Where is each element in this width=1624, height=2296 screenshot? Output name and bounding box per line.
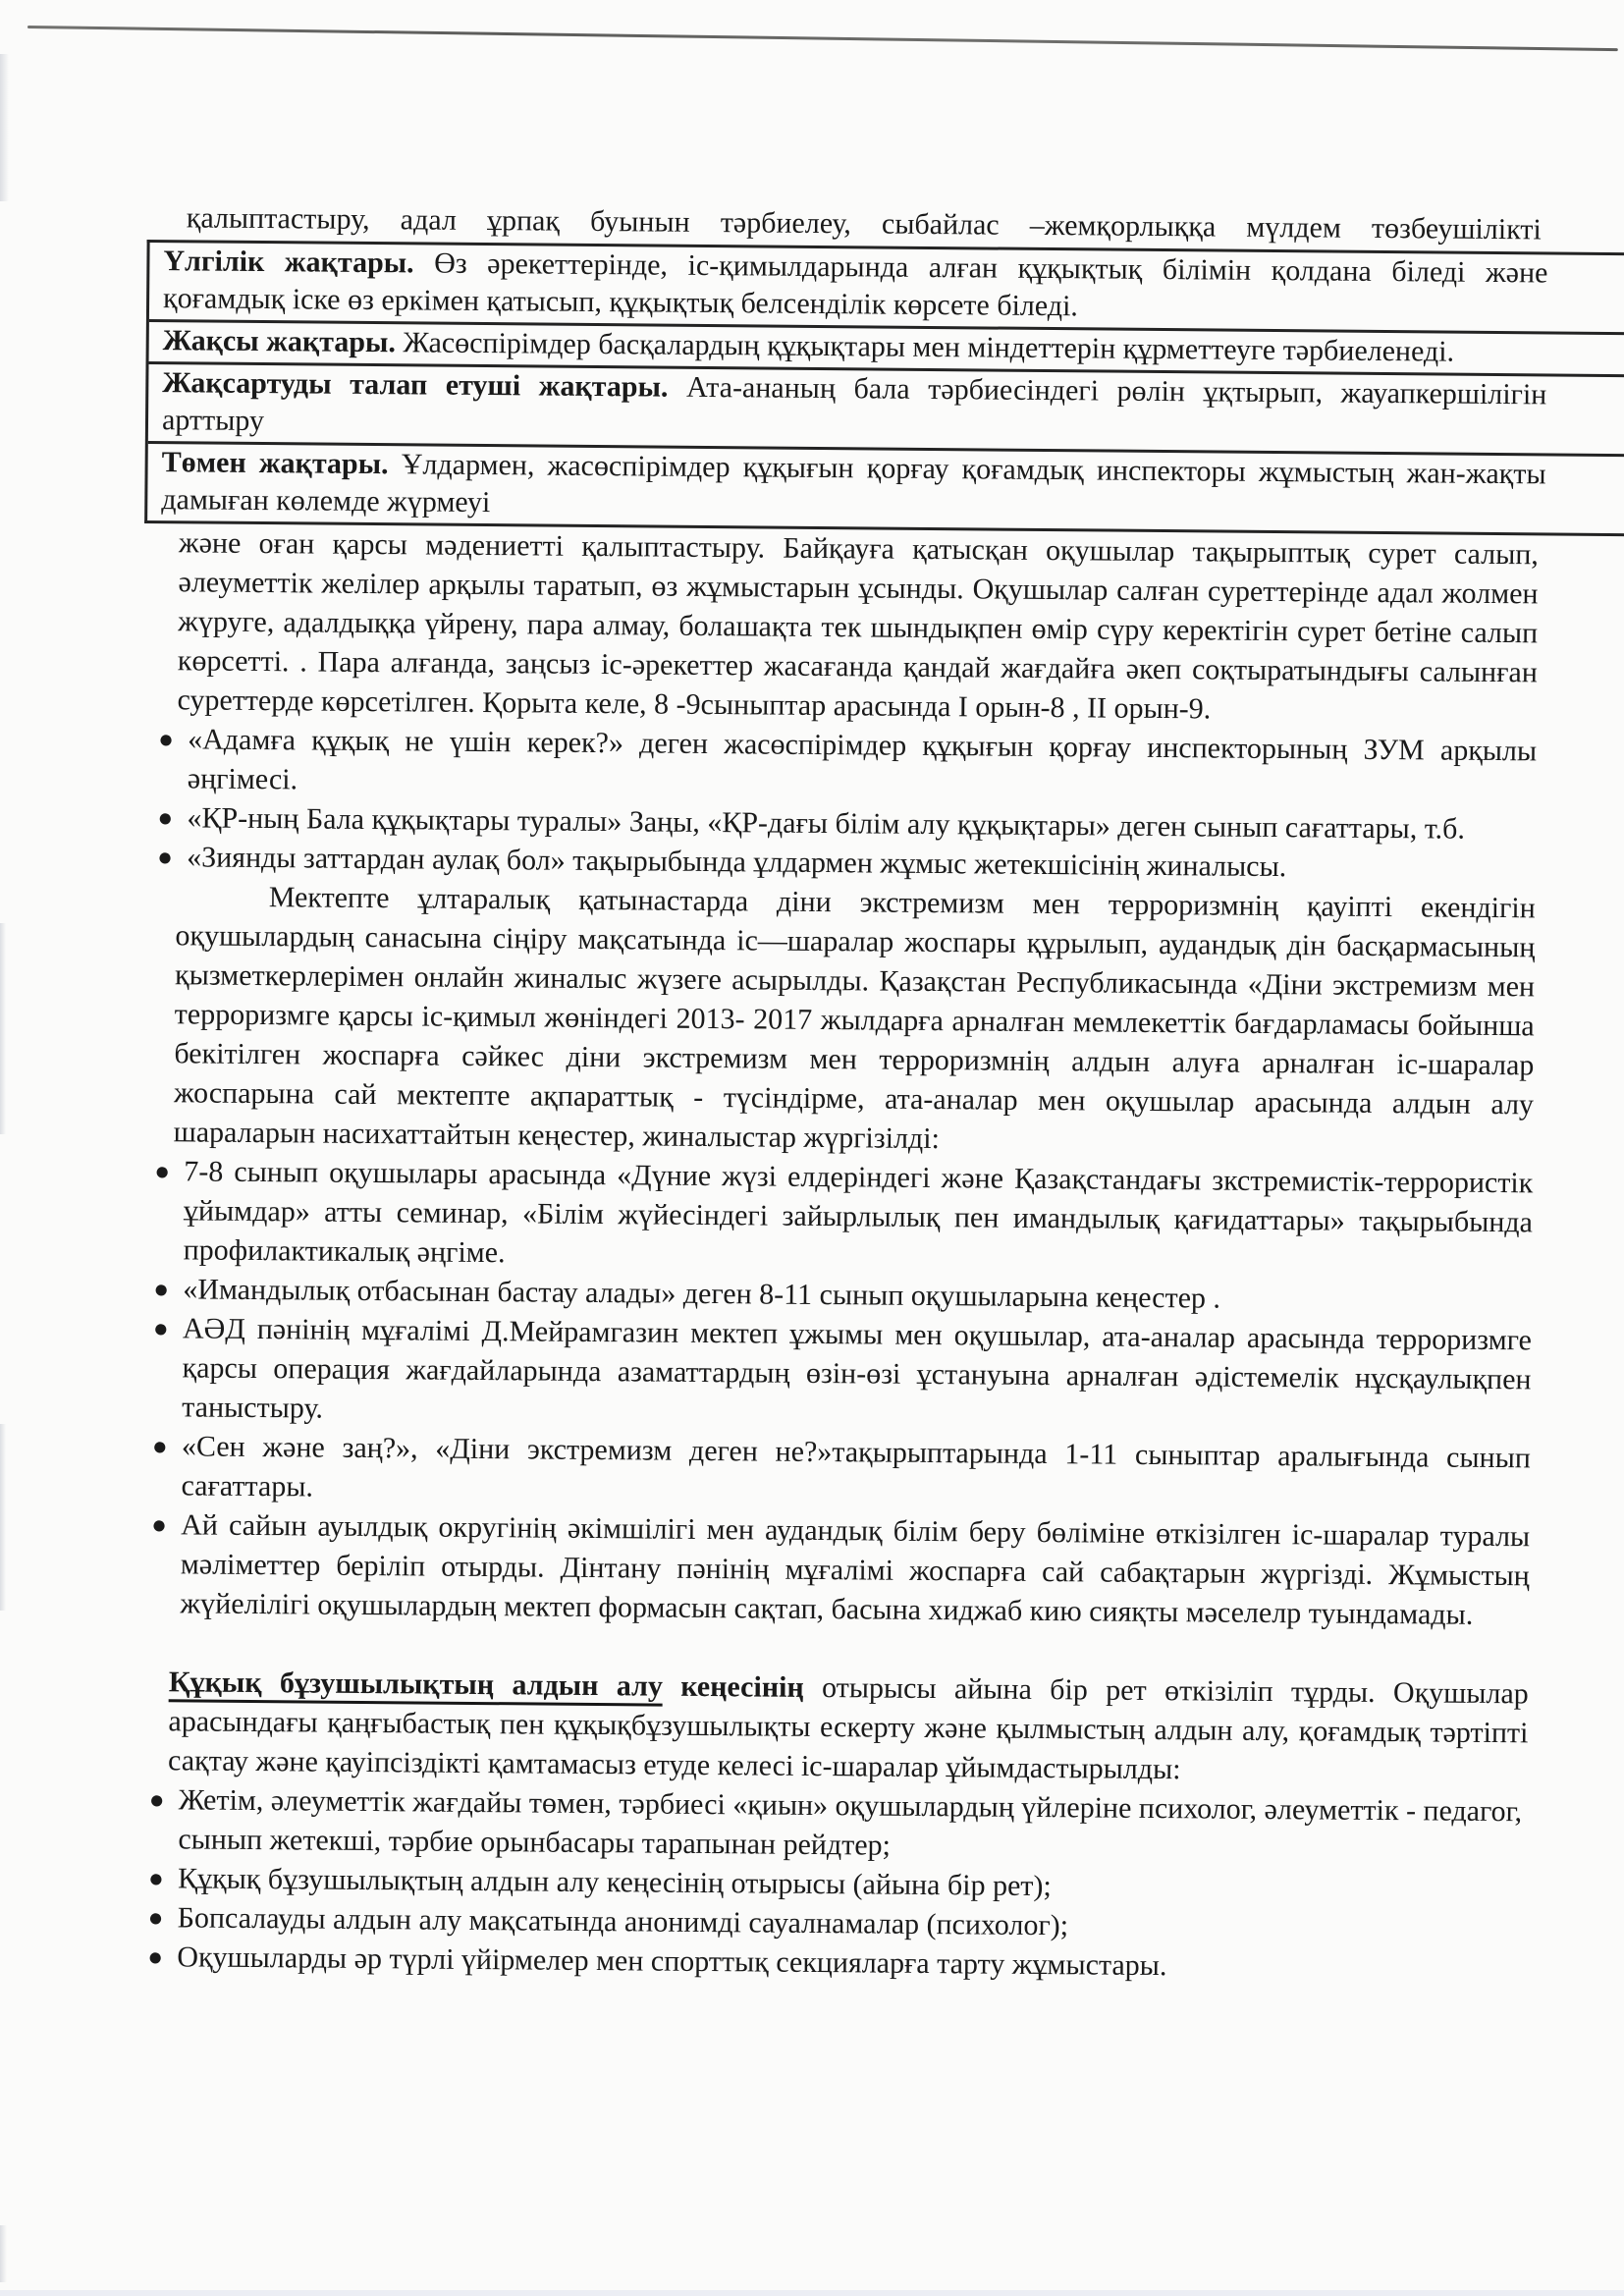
scan-smudge-left-3 — [0, 1424, 6, 1611]
list-item-text: «Адамға құқық не үшін керек?» деген жасөспірімдер құқығын қорғау инспекторының ЗУМ арқылы әңгімесі. — [187, 723, 1538, 796]
table-row-text: Ұлдармен, жасөспірімдер құқығын қорғау қоғамдық инспекторы жұмыстың жан-жақты дамыған көлемде жүрмеуі — [161, 448, 1546, 519]
bullet-icon: ● — [153, 1275, 170, 1304]
list-item — [152, 1309, 1537, 1439]
list-item-text: Оқушыларды әр түрлі үйірмелер мен спорттық секцияларға тарту жұмыстары. — [177, 1941, 1167, 1983]
table-row-text: Жасөспірімдер басқалардың құқықтары мен міндеттерін құрметтеуге тәрбиеленеді. — [395, 326, 1455, 368]
table-row-text: Өз әрекеттерінде, іс-қимылдарында алған құқықтық білімін қолдана біледі және қоғамдық іске өз еркімен қатысып, құқықтық белсенділік көрсете біледі. — [162, 246, 1548, 323]
assessment-table — [144, 240, 1624, 536]
scan-smudge-left-1 — [0, 54, 9, 201]
list-item — [153, 1152, 1538, 1282]
list-item — [150, 1505, 1535, 1635]
table-row-label: Үлгілік жақтары. — [163, 245, 414, 280]
bullet-list-extremism — [135, 1152, 1538, 1635]
list-item-text: «Сен және заң?», «Діни экстремизм деген не?»тақырыптарында 1-11 сыныптар аралығында сынып сағаттары. — [181, 1430, 1532, 1503]
list-item-text: Құқық бұзушылықтың алдын алу кеңесінің отырысы (айына бір рет); — [177, 1862, 1052, 1903]
list-item-text: «Зиянды заттардан аулақ бол» тақырыбында ұлдармен жұмыс жетекшісінің жиналысы. — [187, 841, 1287, 884]
bullet-list-rights — [141, 720, 1542, 889]
list-item-text: Ай сайын ауылдық округінің әкімшілігі мен аудандық білім беру бөліміне өткізілген іс-шаралар туралы мәліметтер беріліп отырды. Дінтану пәнінің мұғалімі жоспарға сай сабақтарын жүргізді. Жұмыстың жүйелілігі оқушылардың мектеп формасын сақтап, басына хиджаб кию сияқты мәселелр туындамады. — [180, 1508, 1531, 1631]
paragraph-contest-results: және оған қарсы мәдениетті қалыптастыру. Байқауға қатысқан оқушылар тақырыптық сурет салып, әлеуметтік желілер арқылы таратып, өз жұмыстарын ұсынды. Оқушылар салған суреттерінде адал жолмен жүруге, адалдыққа үйрену, пара алмау, болашақта тек шындықпен өмір сүру керектігін сурет бетіне салып көрсетті. . Пара алғанда, заңсыз іс-әрекеттер жасағанда қандай жағдайға әкеп соқтыратындығы салынған суреттерде көрсетілген. Қорыта келе, 8 -9сыныптар арасында I орын-8 , II орын-9. — [177, 526, 1540, 726]
scan-artifact-bottom-strip — [0, 2290, 1624, 2296]
heading-rest-text: отырысы айына бір рет өткізіліп тұрды. Оқушылар арасындағы қаңғыбастық пен құқықбұзушылықты ескерту және қылмыстың алдын алу, қоғамдық тәртіпті сақтау және қауіпсіздікті қамтамасыз етуде келесі іс-шаралар ұйымдастырылды: — [167, 1670, 1529, 1786]
table-row — [147, 441, 1624, 533]
table-row-label: Төмен жақтары. — [161, 446, 389, 481]
bullet-icon: ● — [147, 1903, 164, 1933]
list-item — [158, 720, 1543, 810]
list-item-text: АӘД пәнінің мұғалімі Д.Мейрамгазин мектеп ұжымы мен оқушылар, ата-аналар арасында терроризмге қарсы операция жағдайларында азаматтардың өзін-өзі ұстануына арналған әдістемелік нұсқаулықпен таныстыру. — [182, 1312, 1533, 1425]
table-row-label: Жақсы жақтары. — [162, 324, 397, 359]
scan-smudge-left-2 — [0, 923, 6, 1134]
table-row-text: Ата-ананың бала тәрбиесіндегі рөлін ұқтырып, жауапкершілігін арттыру — [161, 370, 1547, 438]
paragraph-extremism-plan: Мектепте ұлтаралық қатынастарда діни экстремизм мен терроризмнің қауіпті екендігін оқушылардың санасына сіңіру мақсатында іс—шаралар жоспары құрылып, аудандық дін басқармасының қызметкерлерімен онлайн жиналыс жүзеге асырылды. Қазақстан Республикасында «Діни экстремизм мен терроризмге қарсы іс-қимыл жөніндегі 2013- 2017 жылдарға арналған мемлекеттік бағдарламасы бойынша бекітілген жоспарға сәйкес діни экстремизм мен терроризмнің алдын алуға арналған іс-шаралар жоспарына сай мектепте ақпараттық - түсіндірме, ата-аналар мен оқушылар арасында алдын алу шараларын насихаттайтын кеңестер, жиналыстар жүргізілді: — [173, 881, 1536, 1156]
list-item-text: «Имандылық отбасынан бастау алады» деген 8-11 сынып оқушыларына кеңестер . — [183, 1273, 1221, 1315]
bullet-icon: ● — [148, 1785, 165, 1815]
prevention-section-heading — [168, 1663, 1529, 1792]
bullet-icon: ● — [152, 1314, 169, 1343]
bullet-icon: ● — [147, 1864, 164, 1893]
bullet-icon: ● — [151, 1432, 168, 1461]
bullet-icon: ● — [151, 1510, 168, 1540]
bullet-icon: ● — [154, 1157, 171, 1186]
list-item-text: 7-8 сынып оқушылары арасында «Дүние жүзі елдеріндегі және Қазақстандағы зкстремистік-террористік ұйымдар» атты семинар, «Білім жүйесіндегі зайырлылық пен имандылық қағидаттары» тақырыбында профилактикалық әңгіме. — [183, 1155, 1534, 1270]
bullet-icon: ● — [147, 1942, 164, 1972]
heading-underlined-text: Құқық бұзушылықтың алдын алу — [169, 1666, 663, 1706]
bullet-icon: ● — [157, 843, 173, 872]
table-row — [148, 361, 1624, 454]
table-row — [149, 243, 1624, 332]
heading-bold-text: кеңесінің — [662, 1669, 804, 1704]
bullet-list-prevention — [132, 1780, 1533, 1989]
list-item — [151, 1427, 1536, 1517]
list-item-text: Бопсалауды алдын алу мақсатында анонимді сауалнамалар (психолог); — [177, 1901, 1069, 1942]
table-row-label: Жақсартуды талап етуші жақтары. — [162, 366, 669, 404]
scan-artifact-top-line — [27, 26, 1618, 51]
list-item-text: Жетім, әлеуметтік жағдайы төмен, тәрбиесі «қиын» оқушылардың үйлеріне психолог, әлеуметтік - педагог, сынып жетекші, тәрбие орынбасары тарапынан рейдтер; — [178, 1783, 1523, 1862]
list-item-text: «ҚР-ның Бала құқықтары туралы» Заңы, «ҚР-дағы білім алу құқықтары» деген сынып сағаттары, т.б. — [187, 801, 1466, 846]
bullet-icon: ● — [157, 803, 174, 833]
document-page — [132, 198, 1546, 1989]
intro-continuation-line: қалыптастыру, адал ұрпақ буынын тәрбиелеу, сыбайлас –жемқорлыққа мүлдем төзбеушілікті — [186, 201, 1542, 246]
list-item — [148, 1780, 1533, 1871]
scan-smudge-left-4 — [0, 2225, 7, 2282]
bullet-icon: ● — [158, 725, 175, 754]
